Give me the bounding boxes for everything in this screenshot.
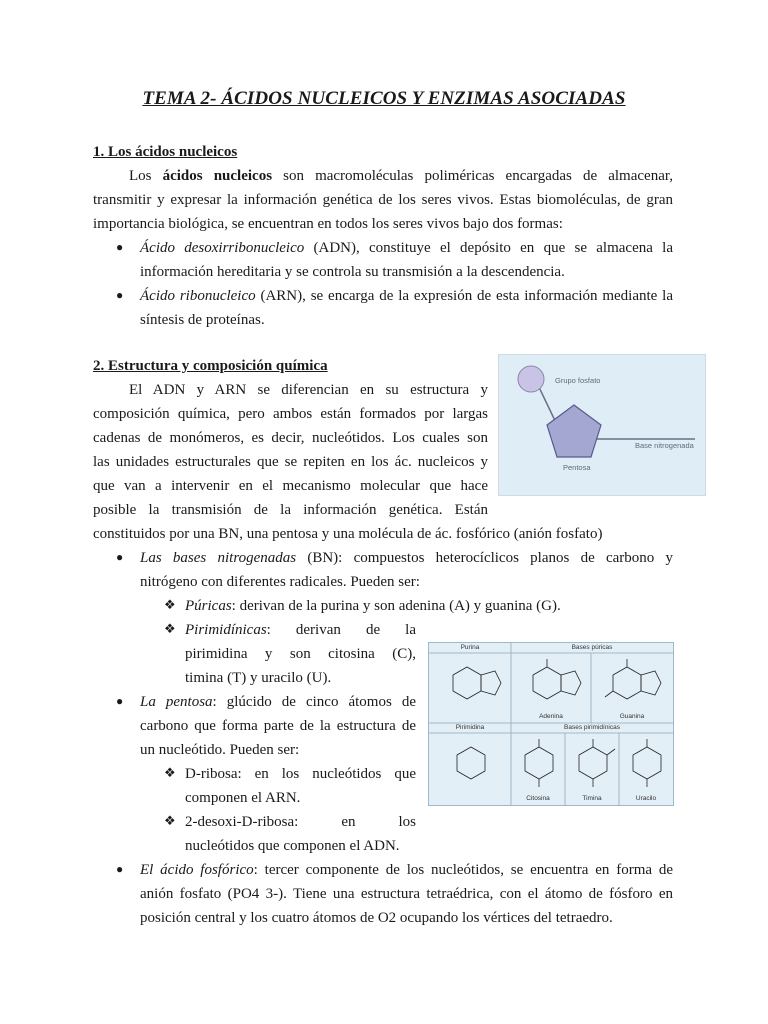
diamond-bullet-icon: ❖ <box>164 597 176 612</box>
section2-line5: que van a intervenir en el mecanismo molecular que hace <box>93 478 488 494</box>
bullet-bases-line2: nitrógeno con diferentes radicales. Pueden ser: <box>140 574 420 590</box>
bullet-bases: Las bases nitrogenadas (BN): compuestos heterocíclicos planos de carbono y <box>140 550 674 566</box>
subbullet-pirimidinicas: Pirimidínicas: derivan de la <box>185 622 416 638</box>
diamond-bullet-icon: ❖ <box>164 813 176 828</box>
section2-line3: cadenas de monómeros, es decir, nucleótidos. Los cuales son <box>93 430 488 446</box>
label-base-nitrogenada: Base nitrogenada <box>635 441 694 450</box>
purine-structure <box>453 667 501 699</box>
subbullet-ribosa-line2: componen el ARN. <box>185 790 301 806</box>
bullet-adn: Ácido desoxirribonucleico (ADN), constituye el depósito en que se almacena la <box>140 240 673 256</box>
subbullet-desoxirribosa: 2-desoxi-D-ribosa: en los <box>185 814 416 830</box>
page-title: TEMA 2- ÁCIDOS NUCLEICOS Y ENZIMAS ASOCIADAS <box>142 88 626 109</box>
phosphate-group-circle <box>518 366 544 392</box>
bullet-icon: ● <box>116 862 124 876</box>
label-grupo-fosfato: Grupo fosfato <box>555 376 601 385</box>
nucleotide-figure <box>498 354 706 496</box>
bullet-icon: ● <box>116 694 124 708</box>
cytosine-structure <box>525 739 553 787</box>
bullet-fosforico-line2: anión fosfato (PO4 3-). Tiene una estructura tetraédrica, con el átomo de fósforo en <box>140 886 673 902</box>
thymine-structure <box>579 739 615 787</box>
diamond-bullet-icon: ❖ <box>164 765 176 780</box>
bullet-icon: ● <box>116 240 124 254</box>
bullet-icon: ● <box>116 550 124 564</box>
section1-heading: 1. Los ácidos nucleicos <box>93 144 238 160</box>
caption-uracilo: Uracilo <box>635 795 657 802</box>
bullet-pentosa-line2: carbono que forma parte de la estructura de <box>140 718 416 734</box>
pentose-pentagon <box>547 405 601 457</box>
section1-p1-line2: transmitir y expresar la información genética de los seres vivos. Estas biomoléculas, de gran <box>93 192 673 208</box>
subbullet-puricas: Púricas: derivan de la purina y son adenina (A) y guanina (G). <box>185 598 561 614</box>
diamond-bullet-icon: ❖ <box>164 621 176 636</box>
caption-guanina: Guanina <box>619 713 645 720</box>
bullet-fosforico: El ácido fosfórico: tercer componente de los nucleótidos, se encuentra en forma de <box>140 862 674 878</box>
label-pentosa: Pentosa <box>563 463 591 472</box>
section1-p1-line3: importancia biológica, se encuentran en todos los seres vivos bajo dos formas: <box>93 216 563 232</box>
caption-adenina: Adenina <box>539 713 563 720</box>
section1-p1-line1: Los ácidos nucleicos son macromoléculas poliméricas encargadas de almacenar, <box>129 168 674 184</box>
subbullet-ribosa: D-ribosa: en los nucleótidos que <box>185 766 416 782</box>
bullet-pentosa-line3: un nucleótido. Pueden ser: <box>140 742 300 758</box>
caption-citosina: Citosina <box>526 795 550 802</box>
section2-line4: las unidades estructurales que se repiten en los ác. nucleicos y <box>93 454 488 470</box>
bullet-adn-line2: información hereditaria y se controla su transmisión a la descendencia. <box>140 264 565 280</box>
caption-bases-puricas: Bases púricas <box>571 644 613 651</box>
pyrimidine-structure <box>457 747 485 779</box>
nucleotide-diagram <box>499 355 705 495</box>
section2-line1: El ADN y ARN se diferencian en su estructura y <box>129 382 488 398</box>
section2-heading: 2. Estructura y composición química <box>93 358 328 374</box>
bullet-pentosa: La pentosa: glúcido de cinco átomos de <box>140 694 416 710</box>
nitrogen-bases-figure <box>428 642 674 806</box>
caption-bases-pirimidinicas: Bases pirimidínicas <box>564 724 620 731</box>
bullet-arn-line2: síntesis de proteínas. <box>140 312 265 328</box>
section2-line7: constituidos por una BN, una pentosa y una molécula de ác. fosfórico (anión fosfato) <box>93 526 603 542</box>
caption-purina: Purina <box>460 644 480 651</box>
bullet-icon: ● <box>116 288 124 302</box>
section2-line6: posible la transmisión de la información genética. Están <box>93 502 488 518</box>
bullet-arn: Ácido ribonucleico (ARN), se encarga de la expresión de esta información mediante la <box>140 288 673 304</box>
subbullet-pirimidinicas-line3: timina (T) y uracilo (U). <box>185 670 332 686</box>
subbullet-desoxirribosa-line2: nucleótidos que componen el ADN. <box>185 838 400 854</box>
section2-line2: composición química, pero ambos están formados por largas <box>93 406 488 422</box>
guanine-structure <box>605 659 661 699</box>
bullet-fosforico-line3: posición central y los cuatro átomos de O2 ocupando los vértices del tetraedro. <box>140 910 613 926</box>
caption-pirimidina: Pirimidina <box>455 724 485 731</box>
subbullet-pirimidinicas-line2: pirimidina y son citosina (C), <box>185 646 416 662</box>
caption-timina: Timina <box>582 795 602 802</box>
adenine-structure <box>533 659 581 699</box>
uracil-structure <box>633 739 661 787</box>
